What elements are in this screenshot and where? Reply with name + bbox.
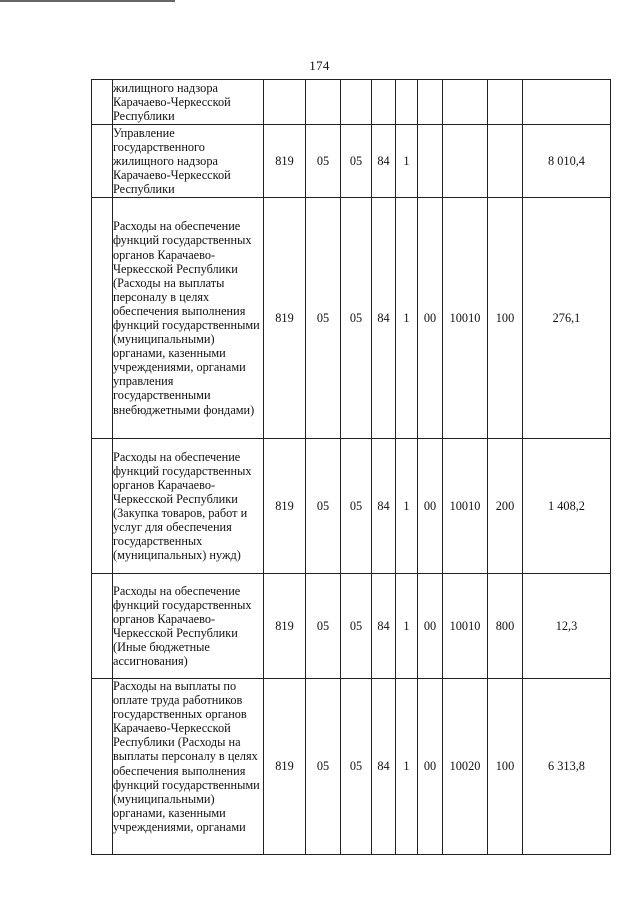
subprogram-code-cell: 1 [396, 198, 418, 439]
activity-code-cell: 00 [418, 679, 443, 855]
row-marker-cell [92, 80, 113, 125]
department-code-cell: 819 [264, 198, 306, 439]
budget-table [91, 79, 611, 855]
scan-edge-line [0, 0, 175, 2]
expense-type-code-cell: 100 [488, 198, 523, 439]
row-marker-cell [92, 198, 113, 439]
direction-code-cell: 10020 [443, 679, 488, 855]
expense-type-code-cell: 200 [488, 439, 523, 574]
program-code-cell: 84 [372, 679, 396, 855]
table-row [92, 679, 611, 855]
section-code-cell [306, 80, 341, 125]
direction-code-cell: 10010 [443, 439, 488, 574]
activity-code-cell [418, 125, 443, 198]
section-code-cell: 05 [306, 125, 341, 198]
activity-code-cell: 00 [418, 198, 443, 439]
amount-cell: 12,3 [523, 574, 611, 679]
section-code-cell: 05 [306, 439, 341, 574]
subsection-code-cell [341, 80, 372, 125]
direction-code-cell: 10010 [443, 574, 488, 679]
row-marker-cell [92, 439, 113, 574]
amount-cell [523, 80, 611, 125]
activity-code-cell [418, 80, 443, 125]
department-code-cell: 819 [264, 439, 306, 574]
subsection-code-cell: 05 [341, 574, 372, 679]
table-row [92, 125, 611, 198]
table-row [92, 574, 611, 679]
expense-name-cell: Расходы на обеспечение функций государственных органов Карачаево-Черкесской Республики (Расходы на выплаты персоналу в целях обеспечения выполнения функций государственными (муниципальными) органами, казенными учреждениями, органами управления государственными внебюджетными фондами) [113, 198, 264, 439]
table-row [92, 80, 611, 125]
table-row [92, 198, 611, 439]
program-code-cell [372, 80, 396, 125]
program-code-cell: 84 [372, 439, 396, 574]
program-code-cell: 84 [372, 574, 396, 679]
section-code-cell: 05 [306, 679, 341, 855]
expense-type-code-cell: 100 [488, 679, 523, 855]
row-marker-cell [92, 574, 113, 679]
expense-name-cell: жилищного надзора Карачаево-Черкесской Республики [113, 80, 264, 125]
row-marker-cell [92, 125, 113, 198]
subsection-code-cell: 05 [341, 125, 372, 198]
department-code-cell [264, 80, 306, 125]
expense-type-code-cell: 800 [488, 574, 523, 679]
subprogram-code-cell: 1 [396, 679, 418, 855]
amount-cell: 276,1 [523, 198, 611, 439]
subsection-code-cell: 05 [341, 679, 372, 855]
expense-type-code-cell [488, 125, 523, 198]
direction-code-cell [443, 80, 488, 125]
table-row [92, 439, 611, 574]
amount-cell: 8 010,4 [523, 125, 611, 198]
direction-code-cell [443, 125, 488, 198]
expense-name-cell: Расходы на выплаты по оплате труда работников государственных органов Карачаево-Черкесской Республики (Расходы на выплаты персоналу в целях обеспечения выполнения функций государственными (муниципальными) органами, казенными учреждениями, органами [113, 679, 264, 855]
expense-name-cell: Управление государственного жилищного надзора Карачаево-Черкесской Республики [113, 125, 264, 198]
subprogram-code-cell [396, 80, 418, 125]
direction-code-cell: 10010 [443, 198, 488, 439]
expense-type-code-cell [488, 80, 523, 125]
activity-code-cell: 00 [418, 574, 443, 679]
department-code-cell: 819 [264, 574, 306, 679]
subsection-code-cell: 05 [341, 198, 372, 439]
section-code-cell: 05 [306, 198, 341, 439]
activity-code-cell: 00 [418, 439, 443, 574]
row-marker-cell [92, 679, 113, 855]
program-code-cell: 84 [372, 198, 396, 439]
expense-name-cell: Расходы на обеспечение функций государственных органов Карачаево-Черкесской Республики (Закупка товаров, работ и услуг для обеспечения государственных (муниципальных) нужд) [113, 439, 264, 574]
subprogram-code-cell: 1 [396, 574, 418, 679]
subsection-code-cell: 05 [341, 439, 372, 574]
program-code-cell: 84 [372, 125, 396, 198]
department-code-cell: 819 [264, 125, 306, 198]
amount-cell: 1 408,2 [523, 439, 611, 574]
expense-name-cell: Расходы на обеспечение функций государственных органов Карачаево-Черкесской Республики (Иные бюджетные ассигнования) [113, 574, 264, 679]
page-number: 174 [309, 58, 330, 73]
department-code-cell: 819 [264, 679, 306, 855]
section-code-cell: 05 [306, 574, 341, 679]
subprogram-code-cell: 1 [396, 439, 418, 574]
subprogram-code-cell: 1 [396, 125, 418, 198]
amount-cell: 6 313,8 [523, 679, 611, 855]
